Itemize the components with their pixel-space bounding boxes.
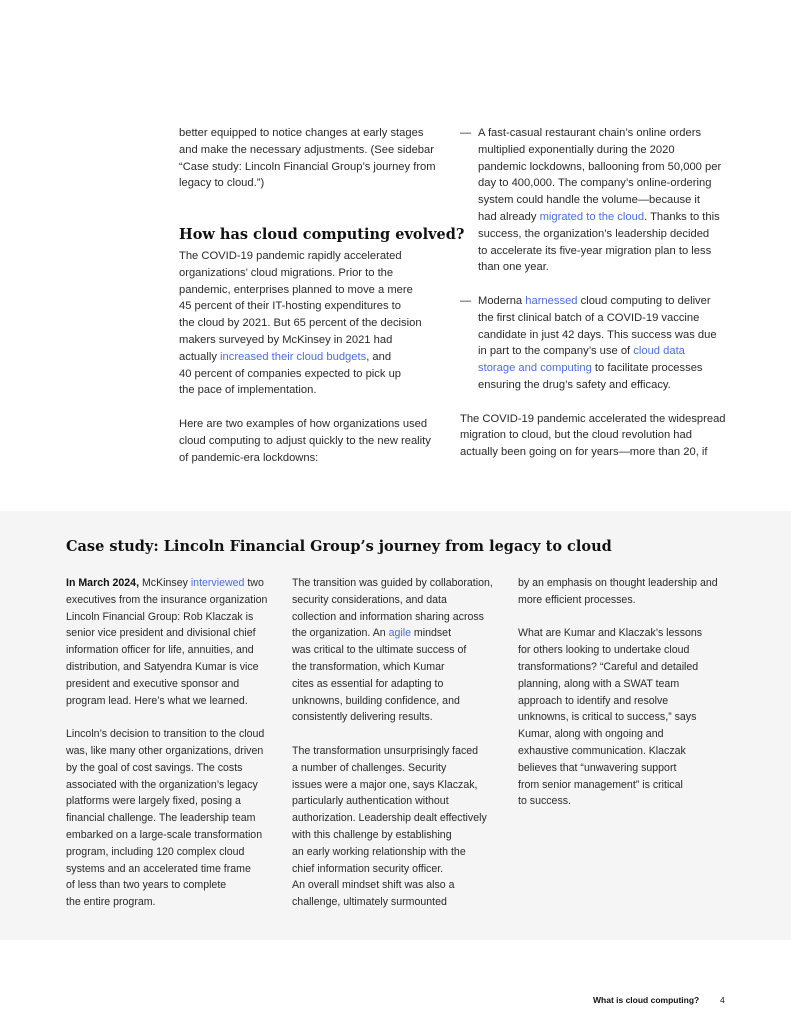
closing-paragraph	[460, 411, 740, 461]
page-number: 4	[720, 995, 725, 1005]
text-line: for others looking to undertake cloud	[518, 644, 690, 657]
date-lead: In March 2024,	[66, 577, 140, 589]
text-line: migration to cloud, but the cloud revolution had	[460, 429, 692, 442]
text-line: the cloud by 2021. But 65 percent of the decision	[179, 317, 422, 330]
sidebar-paragraph	[292, 575, 507, 726]
text-line	[292, 625, 507, 642]
text-line: multiplied exponentially during the 2020	[478, 143, 675, 156]
text-line: Lincoln Financial Group: Rob Klaczak is	[66, 610, 254, 623]
main-left-column	[179, 125, 449, 209]
text-line: believes that “unwavering support	[518, 761, 677, 774]
text-line: Kumar, along with ongoing and	[518, 728, 664, 741]
interviewed-link[interactable]: interviewed	[190, 577, 245, 589]
text-line: What are Kumar and Klaczak’s lessons	[518, 627, 703, 640]
text-line: particularly authentication without	[292, 795, 449, 808]
main-right-column	[460, 125, 740, 478]
text-line: The COVID-19 pandemic accelerated the widespread	[460, 412, 726, 425]
text-line: makers surveyed by McKinsey in 2021 had	[179, 333, 393, 346]
sidebar-paragraph	[292, 743, 507, 911]
text-line: The transition was guided by collaboration,	[292, 577, 493, 589]
text-line: The COVID-19 pandemic rapidly accelerated	[179, 250, 402, 262]
text-line: was critical to the ultimate success of	[292, 644, 467, 657]
text-line: of less than two years to complete	[66, 879, 227, 892]
text: cloud computing to deliver	[577, 294, 711, 307]
footer-title: What is cloud computing?	[593, 995, 700, 1005]
text-line	[478, 293, 740, 310]
text: , and	[366, 350, 392, 363]
text-line: candidate in just 42 days. This success was due	[478, 328, 717, 341]
section-heading: How has cloud computing evolved?	[179, 226, 465, 243]
text-line: program lead. Here’s what we learned.	[66, 694, 248, 707]
sidebar-title: Case study: Lincoln Financial Group’s journey from legacy to cloud	[66, 538, 612, 555]
text-line: approach to identify and resolve	[518, 694, 669, 707]
sidebar-column-3	[518, 575, 733, 827]
sidebar-paragraph	[66, 726, 281, 911]
text-line: consistently delivering results.	[292, 711, 433, 724]
dash-bullet: —	[460, 127, 472, 139]
text-line: pandemic, enterprises planned to move a mere	[179, 283, 413, 296]
text-line: cloud computing to adjust quickly to the new reality	[179, 434, 431, 447]
cloud-budgets-link[interactable]: increased their cloud budgets	[220, 350, 367, 363]
text-line: 40 percent of companies expected to pick up	[179, 367, 402, 380]
text-line: security considerations, and data	[292, 593, 447, 606]
sidebar-paragraph	[518, 625, 733, 810]
text-line: An overall mindset shift was also a	[292, 879, 455, 892]
text: had already	[478, 210, 540, 223]
text-line: Here are two examples of how organizations used	[179, 417, 428, 430]
sidebar-paragraph	[518, 575, 733, 609]
text-line: the first clinical batch of a COVID-19 vaccine	[478, 311, 700, 324]
dash-bullet: —	[460, 294, 472, 307]
text-line	[478, 343, 740, 360]
text-line: actually been going on for years—more than 20, if	[460, 446, 708, 459]
text-line: organizations’ cloud migrations. Prior to the	[179, 266, 394, 279]
sidebar-column-2	[292, 575, 507, 928]
text-line: financial challenge. The leadership team	[66, 812, 256, 825]
agile-link[interactable]: agile	[388, 627, 411, 640]
text-line	[478, 209, 740, 226]
text-line: executives from the insurance organization	[66, 593, 268, 606]
moderna-bullet	[460, 293, 740, 394]
text-line: associated with the organization’s legacy	[66, 778, 258, 791]
text: in part to the company’s use of	[478, 345, 634, 358]
text-line: ensuring the drug’s safety and efficacy.	[478, 378, 671, 391]
text: Moderna	[478, 294, 526, 307]
text-line: program, including 120 complex cloud	[66, 845, 245, 858]
text-line: day to 400,000. The company’s online-ordering	[478, 177, 712, 190]
sidebar-paragraph	[66, 575, 281, 709]
text-line: cites as essential for adapting to	[292, 677, 444, 690]
main-left-column-body	[179, 248, 449, 483]
text-line: pandemic lockdowns, ballooning from 50,000 per	[478, 160, 722, 173]
text-line: platforms were largely fixed, posing a	[66, 795, 241, 808]
text-line: planning, along with a SWAT team	[518, 677, 680, 690]
text-line: authorization. Leadership dealt effectively	[292, 812, 487, 825]
text-line: a number of challenges. Security	[292, 761, 447, 774]
text-line	[179, 349, 449, 366]
text-line: better equipped to notice changes at early stages	[179, 127, 424, 139]
text: actually	[179, 350, 221, 363]
text: McKinsey	[139, 577, 191, 589]
text-line	[66, 575, 281, 592]
text-line: embarked on a large-scale transformation	[66, 828, 263, 841]
text-line: unknowns, is critical to success,” says	[518, 711, 697, 724]
text: two	[244, 577, 264, 589]
case-study-sidebar	[0, 511, 791, 940]
text-line: transformations? “Careful and detailed	[518, 660, 699, 673]
text-line: the transformation, which Kumar	[292, 660, 445, 673]
text-line: was, like many other organizations, driven	[66, 744, 264, 757]
text-line: the entire program.	[66, 896, 156, 909]
text: mindset	[410, 627, 452, 640]
text-line: 45 percent of their IT-hosting expenditures to	[179, 300, 402, 313]
text-line: with this challenge by establishing	[292, 828, 452, 841]
text-line: to accelerate its five-year migration plan to less	[478, 244, 712, 257]
examples-intro-paragraph	[179, 416, 449, 466]
text-line: systems and an accelerated time frame	[66, 862, 251, 875]
text-line: issues were a major one, says Klaczak,	[292, 778, 478, 791]
text-line: senior vice president and divisional chief	[66, 627, 256, 640]
text-line: system could handle the volume—because it	[478, 194, 701, 207]
text-line: president and executive sponsor and	[66, 677, 240, 690]
text-line: success, the organization’s leadership decided	[478, 227, 710, 240]
text-line: collection and information sharing across	[292, 610, 484, 623]
text-line: and make the necessary adjustments. (See sidebar	[179, 143, 434, 156]
text: the organization. An	[292, 627, 389, 640]
text-line: The transformation unsurprisingly faced	[292, 744, 479, 757]
text-line: challenge, ultimately surmounted	[292, 896, 447, 909]
text-line: chief information security officer.	[292, 862, 444, 875]
text-line: more efficient processes.	[518, 593, 636, 606]
text-line: distribution, and Satyendra Kumar is vice	[66, 660, 259, 673]
text-line: of pandemic-era lockdowns:	[179, 451, 319, 464]
harnessed-link[interactable]: harnessed	[525, 294, 578, 307]
sidebar-column-1	[66, 575, 281, 928]
text-line: unknowns, building confidence, and	[292, 694, 460, 707]
text-line: “Case study: Lincoln Financial Group’s journey from	[179, 160, 436, 173]
cloud-data-link[interactable]: cloud data	[633, 345, 685, 358]
text-line: by an emphasis on thought leadership and	[518, 577, 718, 589]
text-line: to success.	[518, 795, 571, 808]
text-line: information officer for life, annuities, and	[66, 644, 254, 657]
storage-computing-link[interactable]: storage and computing	[478, 362, 592, 375]
text-line: than one year.	[478, 261, 549, 274]
text-line: legacy to cloud.”)	[179, 177, 265, 190]
text-line: Lincoln’s decision to transition to the cloud	[66, 728, 265, 741]
text-line: exhaustive communication. Klaczak	[518, 744, 686, 757]
text-line: A fast-casual restaurant chain’s online orders	[478, 127, 702, 139]
intro-paragraph	[179, 125, 449, 192]
text: . Thanks to this	[644, 210, 720, 223]
text-line	[478, 360, 740, 377]
restaurant-bullet	[460, 125, 740, 276]
covid-paragraph	[179, 248, 449, 399]
text-line: an early working relationship with the	[292, 845, 466, 858]
text-line: from senior management” is critical	[518, 778, 683, 791]
text: to facilitate processes	[591, 362, 703, 375]
text-line: by the goal of cost savings. The costs	[66, 761, 243, 774]
text-line: the pace of implementation.	[179, 384, 317, 397]
migrated-to-cloud-link[interactable]: migrated to the cloud	[539, 210, 645, 223]
